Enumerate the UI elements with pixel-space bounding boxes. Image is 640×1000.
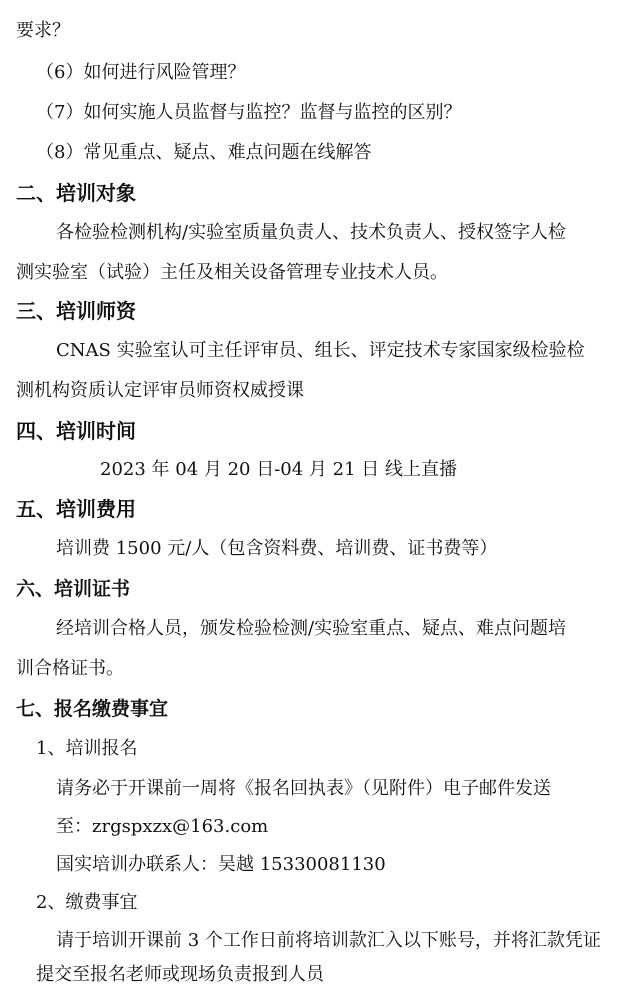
section-title-trainees: 二、培训对象 xyxy=(16,181,136,205)
list-item-qa-online: （8）常见重点、疑点、难点问题在线解答 xyxy=(36,142,372,163)
section-title-registration: 七、报名缴费事宜 xyxy=(16,698,169,720)
paragraph-line: 测机构资质认定评审员师资权威授课 xyxy=(16,380,304,401)
list-item-supervision: （7）如何实施人员监督与监控？监督与监控的区别？ xyxy=(36,102,462,123)
paragraph-line: CNAS 实验室认可主任评审员、组长、评定技术专家国家级检验检 xyxy=(56,340,585,361)
paragraph-line: 训合格证书。 xyxy=(16,658,124,679)
section-title-instructors: 三、培训师资 xyxy=(16,299,136,323)
contact-person: 国实培训办联系人：吴越 15330081130 xyxy=(56,854,386,875)
paragraph-line: 提交至报名老师或现场负责报到人员 xyxy=(36,964,324,985)
email-address: 至：zrgspxzx@163.com xyxy=(56,816,269,837)
section-title-schedule: 四、培训时间 xyxy=(16,419,136,443)
section-title-fees: 五、培训费用 xyxy=(16,497,136,521)
text-line: 要求？ xyxy=(16,20,70,41)
paragraph-line: 测实验室（试验）主任及相关设备管理专业技术人员。 xyxy=(16,262,448,283)
schedule-text: 2023 年 04 月 20 日-04 月 21 日 线上直播 xyxy=(100,459,458,480)
paragraph-line: 各检验检测机构/实验室质量负责人、技术负责人、授权签字人检 xyxy=(56,222,567,243)
section-title-certificate: 六、培训证书 xyxy=(16,578,131,600)
paragraph-line: 经培训合格人员，颁发检验检测/实验室重点、疑点、难点问题培 xyxy=(56,618,567,639)
fee-text: 培训费 1500 元/人（包含资料费、培训费、证书费等） xyxy=(56,538,498,559)
paragraph-line: 请务必于开课前一周将《报名回执表》（见附件）电子邮件发送 xyxy=(56,778,551,799)
subsection-title-signup: 1、培训报名 xyxy=(36,738,138,759)
list-item-risk-management: （6）如何进行风险管理？ xyxy=(36,62,246,83)
paragraph-line: 请于培训开课前 3 个工作日前将培训款汇入以下账号，并将汇款凭证 xyxy=(56,930,601,951)
subsection-title-payment: 2、缴费事宜 xyxy=(36,892,138,913)
